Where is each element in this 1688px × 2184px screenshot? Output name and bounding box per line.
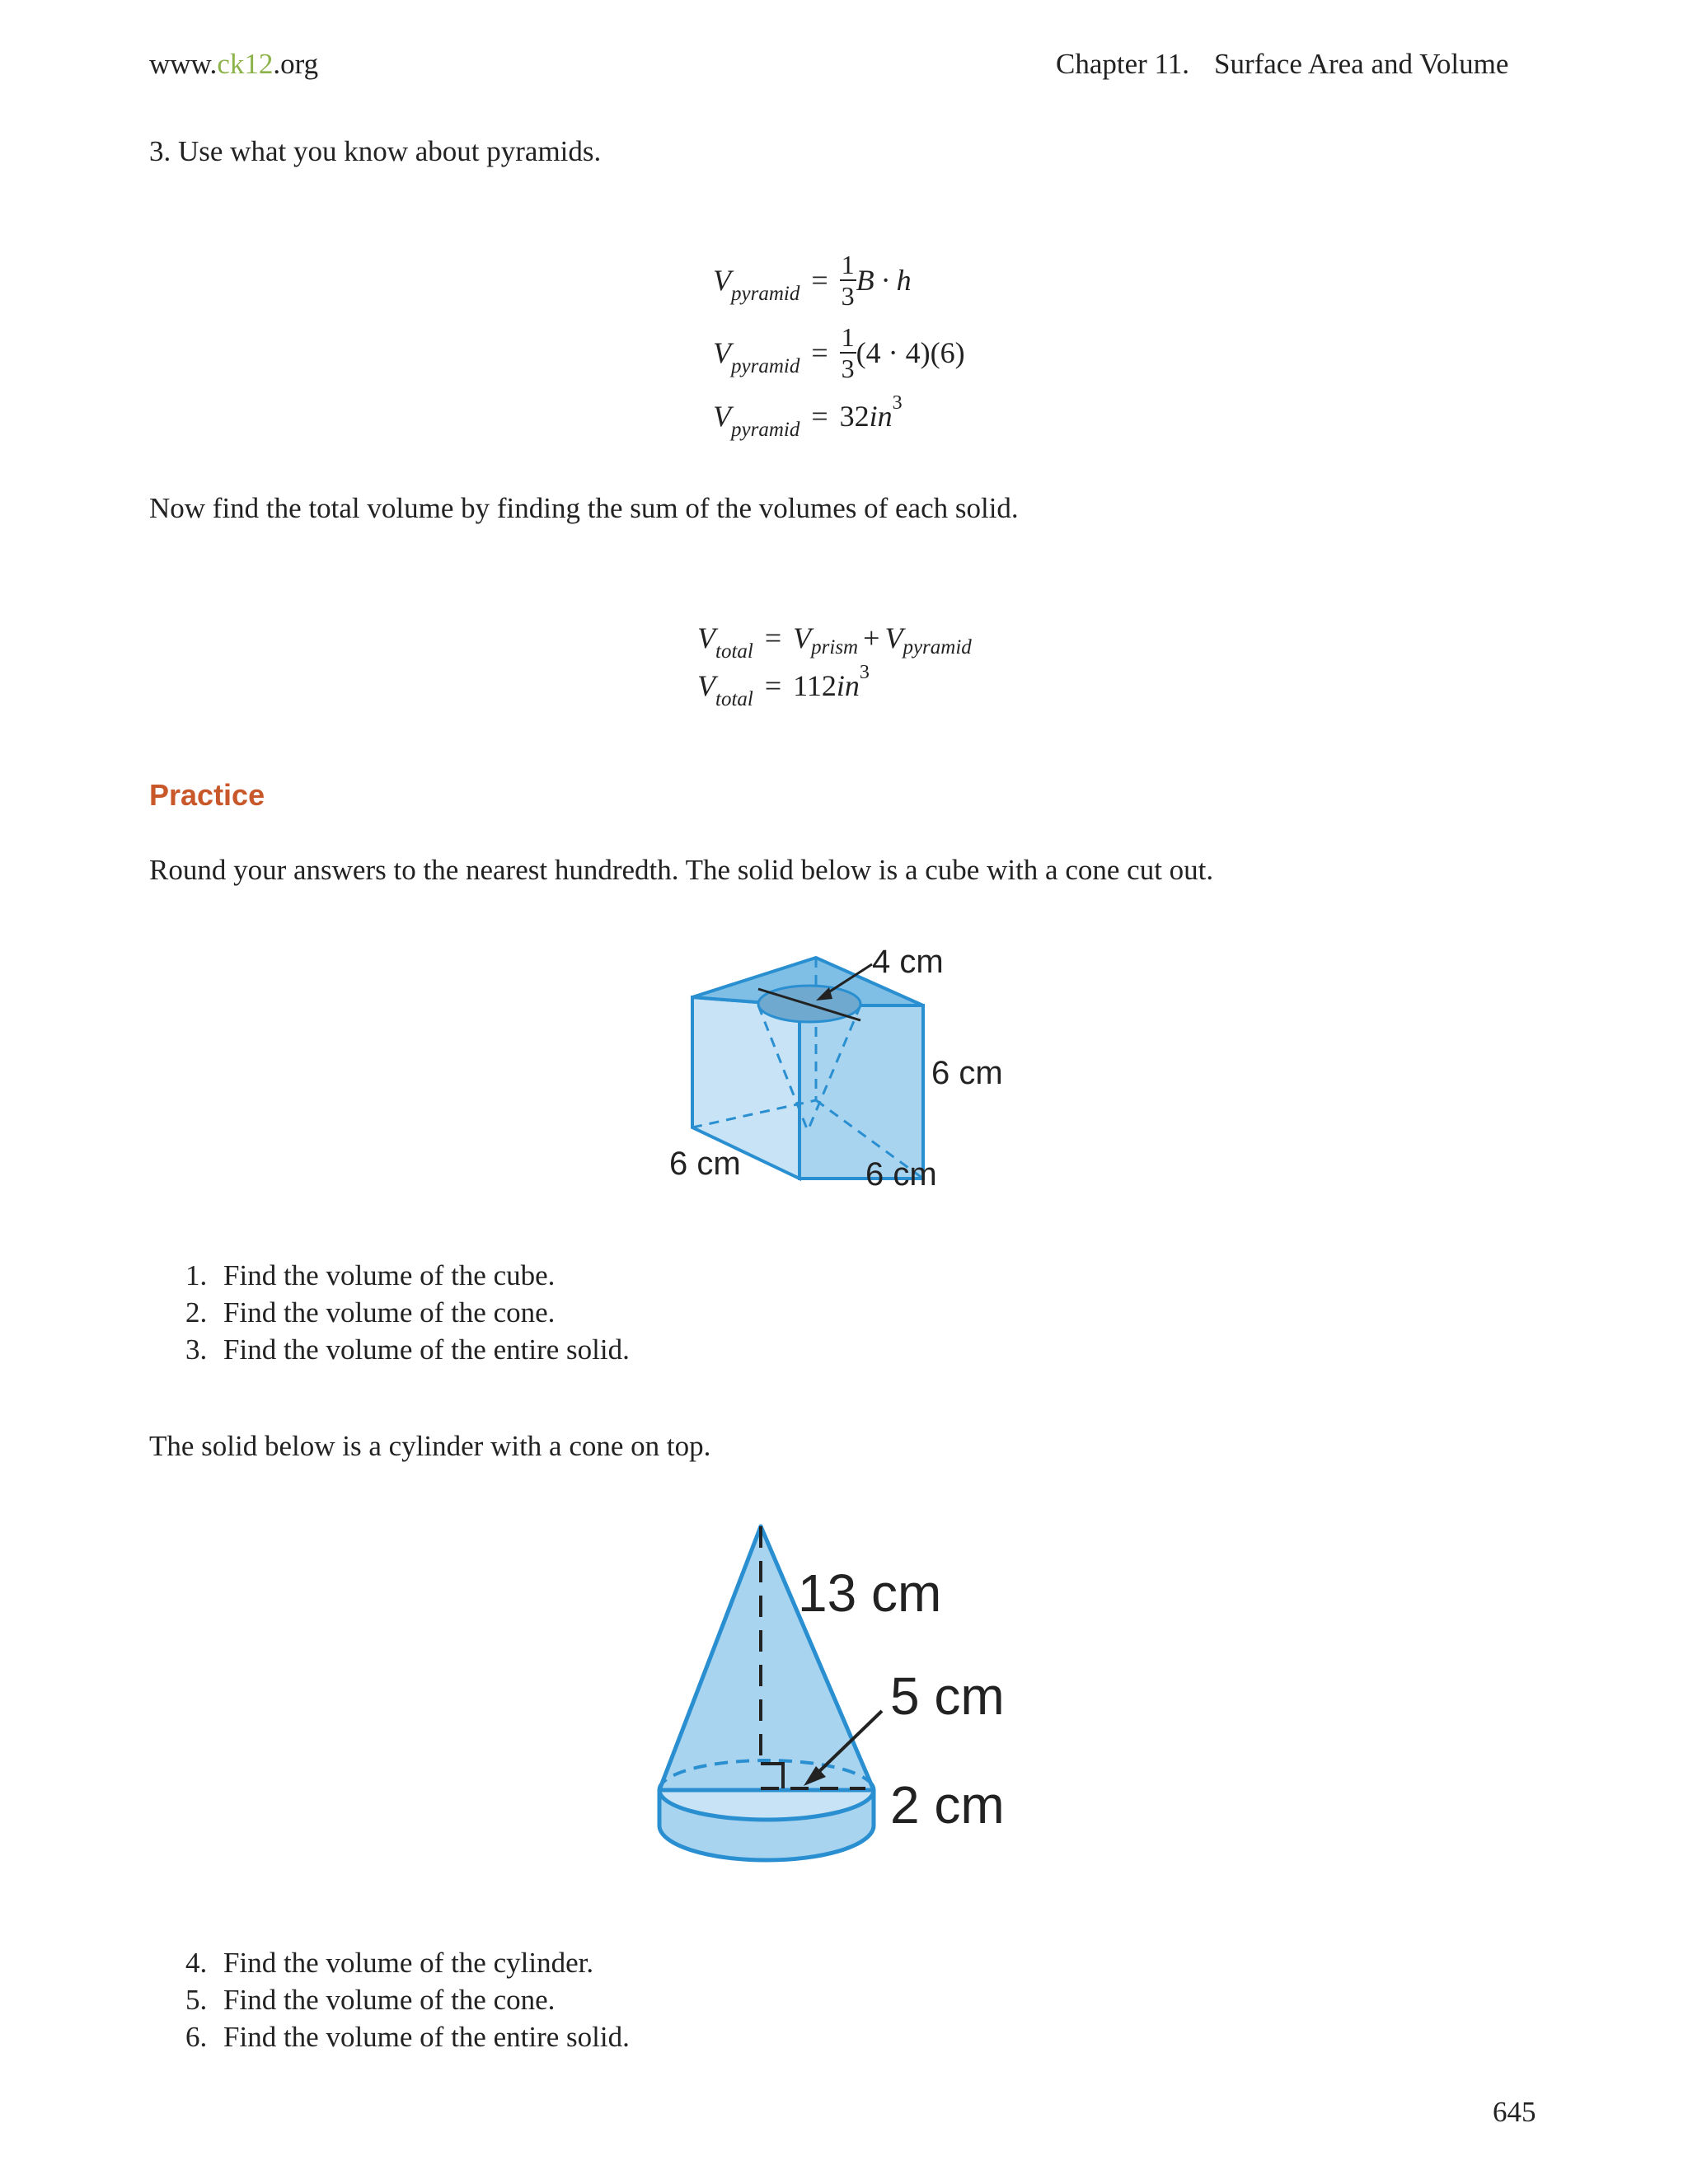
cylinder-label-height: 2 cm xyxy=(890,1775,1005,1835)
cube-cone-figure xyxy=(659,940,1047,1212)
cylinder-intro: The solid below is a cylinder with a cone on top. xyxy=(149,1430,711,1462)
pyramid-eq-line-3: $V_{pyramid}$ = 32 in 3 xyxy=(713,391,903,441)
sum-instruction: Now find the total volume by finding the sum of the volumes of each solid. xyxy=(149,492,1019,524)
site-url-ck: ck xyxy=(217,48,245,80)
step-3-text: 3. Use what you know about pyramids. xyxy=(149,135,602,167)
practice-intro: Round your answers to the nearest hundredth. The solid below is a cube with a cone cut out. xyxy=(149,854,1214,886)
list-item: 2. Find the volume of the cone. xyxy=(185,1296,556,1329)
cylinder-cone-figure xyxy=(643,1508,1055,1896)
fraction-one-third: $\frac{1}{3}$ xyxy=(841,322,855,383)
site-url-prefix: www. xyxy=(149,48,218,80)
cube-front-face xyxy=(799,1005,923,1179)
site-url-suffix: .org xyxy=(273,48,319,80)
list-item: 4. Find the volume of the cylinder. xyxy=(185,1947,594,1979)
chapter-title: Surface Area and Volume xyxy=(1214,48,1509,80)
list-item: 6. Find the volume of the entire solid. xyxy=(185,2021,630,2053)
cube-label-depth: 6 cm xyxy=(669,1146,741,1182)
running-header xyxy=(1056,48,1508,81)
site-url[interactable] xyxy=(149,48,318,81)
practice-list-2 xyxy=(185,1944,630,2055)
cube-label-height: 6 cm xyxy=(931,1055,1003,1091)
cone-label-slant: 13 cm xyxy=(798,1563,942,1623)
fraction-one-third: $\frac{1}{3}$ xyxy=(841,250,855,311)
chapter-number: Chapter 11. xyxy=(1056,48,1189,80)
list-item: 5. Find the volume of the cone. xyxy=(185,1984,556,2016)
cube-label-width: 6 cm xyxy=(865,1156,937,1193)
list-item: 3. Find the volume of the entire solid. xyxy=(185,1333,630,1366)
list-item: 1. Find the volume of the cube. xyxy=(185,1259,556,1291)
page-number: 645 xyxy=(1493,2096,1536,2128)
site-url-12: 12 xyxy=(244,48,274,80)
pyramid-eq-line-1: $V_{pyramid}$ = $\frac{1}{3}$ B · h xyxy=(713,250,912,311)
cube-label-diameter: 4 cm xyxy=(872,944,944,980)
practice-heading: Practice xyxy=(149,778,265,812)
practice-list-1 xyxy=(185,1257,630,1368)
pyramid-eq-line-2: $V_{pyramid}$ = $\frac{1}{3}$ (4 · 4)(6) xyxy=(713,322,965,383)
cone-label-radius: 5 cm xyxy=(890,1666,1005,1726)
total-eq-line-1: $V_{total}$ = V prism + V pyramid xyxy=(697,621,972,663)
total-eq-line-2: $V_{total}$ = 112 in 3 xyxy=(697,661,870,710)
